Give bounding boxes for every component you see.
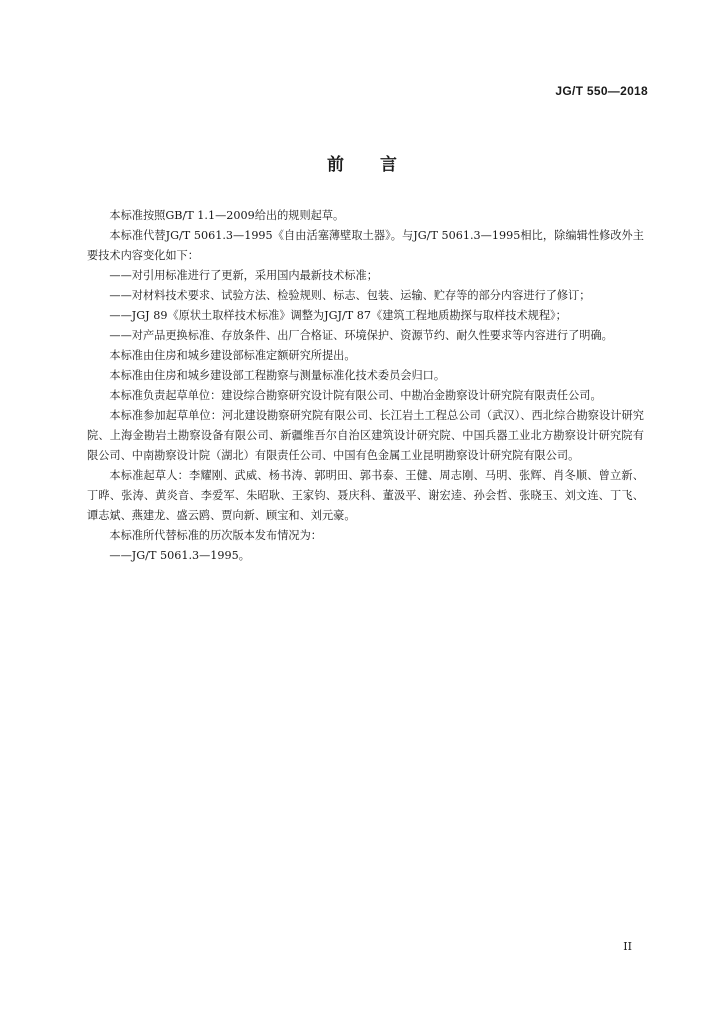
paragraph-lead-drafters: 本标准负责起草单位：建设综合勘察研究设计院有限公司、中勘冶金勘察设计研究院有限责任公司。 bbox=[109, 389, 602, 402]
change-item: ——对产品更换标准、存放条件、出厂合格证、环境保护、资源节约、耐久性要求等内容进行了明确。 bbox=[109, 329, 613, 342]
page-title bbox=[0, 150, 724, 175]
paragraph-proposed-by: 本标准由住房和城乡建设部标准定额研究所提出。 bbox=[109, 349, 356, 362]
title-char-1: 前 bbox=[327, 155, 344, 175]
previous-edition-item: ——JG/T 5061.3—1995。 bbox=[109, 549, 250, 562]
paragraph-previous-editions: 本标准所代替标准的历次版本发布情况为： bbox=[109, 529, 322, 542]
paragraph-drafting-rules: 本标准按照GB/T 1.1—2009给出的规则起草。 bbox=[109, 209, 345, 222]
page-number: II bbox=[623, 940, 632, 953]
paragraph-managed-by: 本标准由住房和城乡建设部工程勘察与测量标准化技术委员会归口。 bbox=[109, 369, 446, 382]
preface-body bbox=[87, 206, 644, 566]
change-item: ——对引用标准进行了更新，采用国内最新技术标准； bbox=[109, 269, 378, 282]
paragraph-drafters: 本标准起草人：李耀刚、武威、杨书涛、郭明田、郭书泰、王健、周志刚、马明、张辉、肖冬顺、曾立新、丁晔、张涛、黄炎音、李爱军、朱昭耿、王家钧、聂庆科、董汲平、谢宏逵、孙会哲、张晓玉、刘文连、丁飞、谭志斌、燕建龙、盛云鸥、贾向新、顾宝和、刘元豪。 bbox=[87, 469, 644, 522]
change-item: ——对材料技术要求、试验方法、检验规则、标志、包装、运输、贮存等的部分内容进行了修订； bbox=[109, 289, 591, 302]
title-char-2: 言 bbox=[380, 155, 397, 175]
paragraph-replaces: 本标准代替JG/T 5061.3—1995《自由活塞薄壁取土器》。与JG/T 5061.3—1995相比，除编辑性修改外主要技术内容变化如下： bbox=[87, 229, 644, 262]
standard-code: JG/T 550—2018 bbox=[555, 84, 648, 98]
change-item: ——JGJ 89《原状土取样技术标准》调整为JGJ/T 87《建筑工程地质勘探与取样技术规程》； bbox=[109, 309, 567, 322]
paragraph-participating-drafters: 本标准参加起草单位：河北建设勘察研究院有限公司、长江岩土工程总公司（武汉）、西北综合勘察设计研究院、上海金勘岩土勘察设备有限公司、新疆维吾尔自治区建筑设计研究院、中国兵器工业北方勘察设计研究院有限公司、中南勘察设计院（湖北）有限责任公司、中国有色金属工业昆明勘察设计研究院有限公司。 bbox=[87, 409, 644, 462]
